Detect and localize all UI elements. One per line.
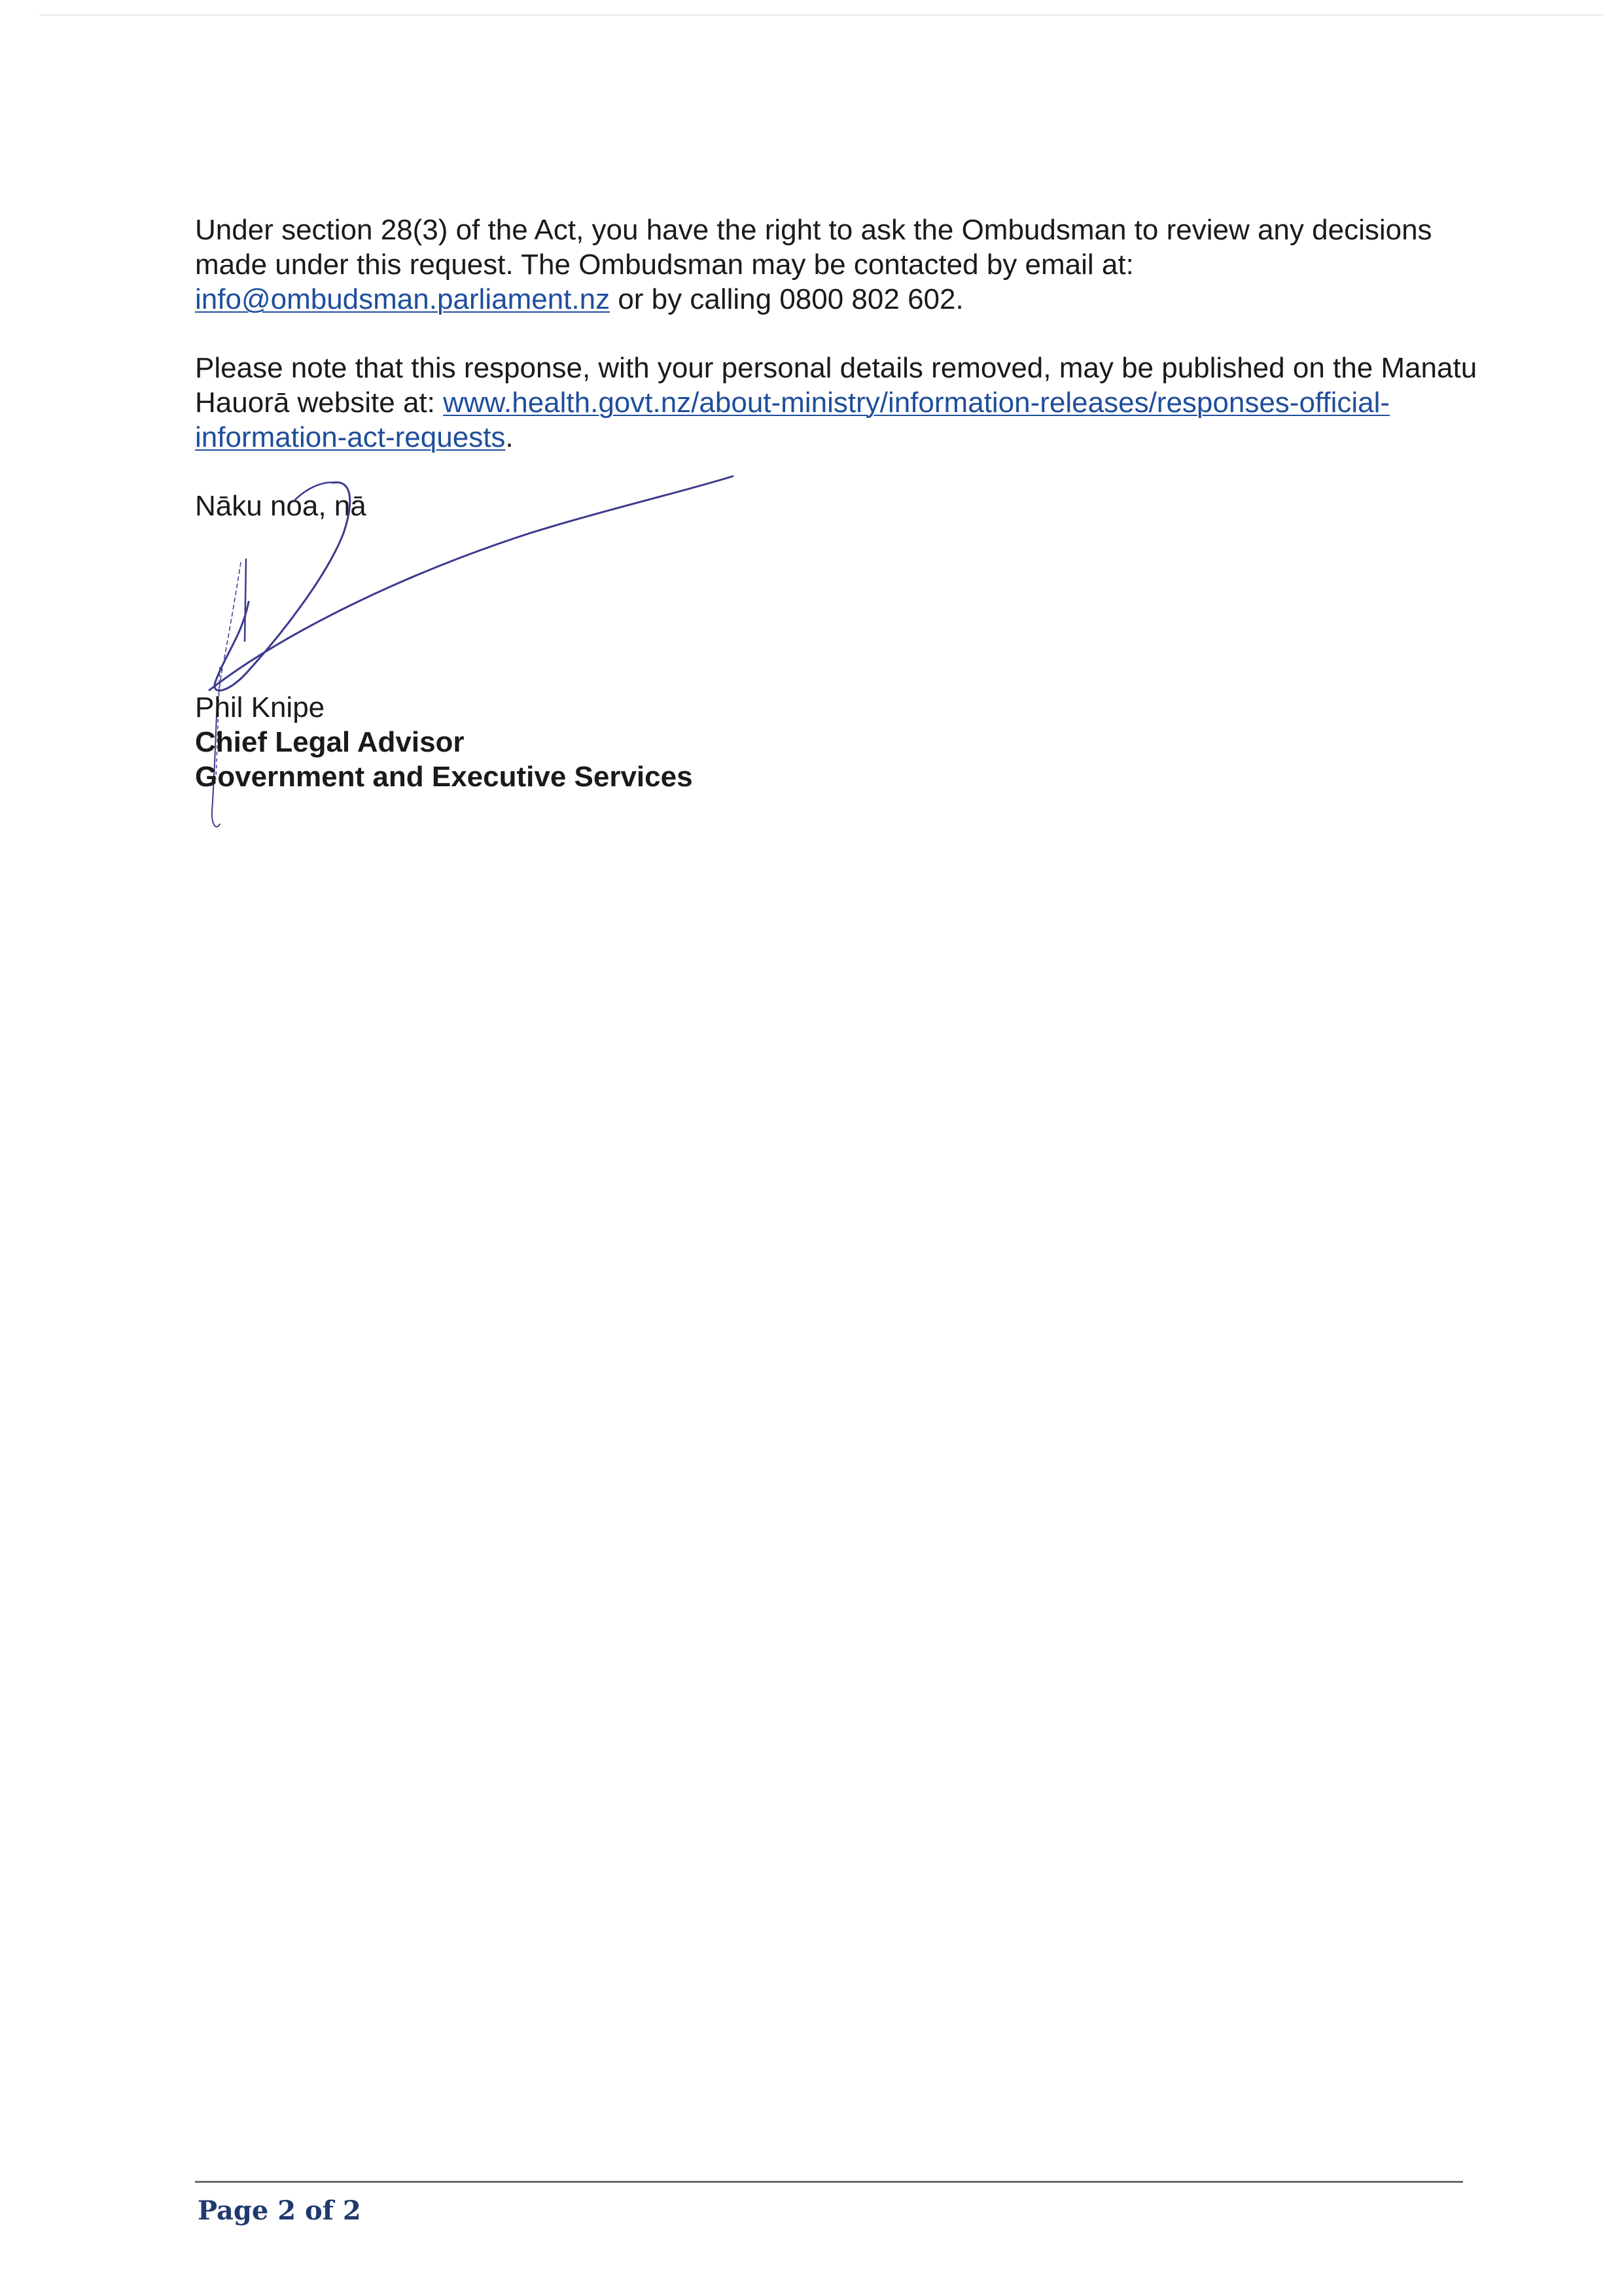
signatory-department: Government and Executive Services — [195, 761, 693, 793]
signature-block — [195, 690, 693, 794]
publication-text-end: . — [505, 421, 514, 453]
page-number: Page 2 of 2 — [198, 2195, 361, 2226]
publication-text-start: Please note that this response, with your personal details removed, may be published on the Manatu Hauorā website at: — [195, 352, 1477, 419]
ombudsman-text-start: Under section 28(3) of the Act, you have the right to ask the Ombudsman to review any decisions made under this request. The Ombudsman may be contacted by email at: — [195, 214, 1432, 281]
signatory-title: Chief Legal Advisor — [195, 726, 465, 758]
ombudsman-text-end: or by calling 0800 802 602. — [610, 283, 964, 315]
signatory-name: Phil Knipe — [195, 691, 325, 723]
scan-top-edge — [39, 14, 1604, 16]
ombudsman-email-link[interactable]: info@ombudsman.parliament.nz — [195, 283, 610, 315]
ombudsman-paragraph — [195, 213, 1477, 317]
publication-paragraph — [195, 351, 1477, 455]
footer-divider — [195, 2181, 1463, 2183]
responses-website-link[interactable]: www.health.govt.nz/about-ministry/information-releases/responses-official-information-act-requests — [195, 387, 1390, 453]
closing-salutation: Nāku noa, nā — [195, 490, 366, 522]
letter-body — [195, 213, 1477, 557]
